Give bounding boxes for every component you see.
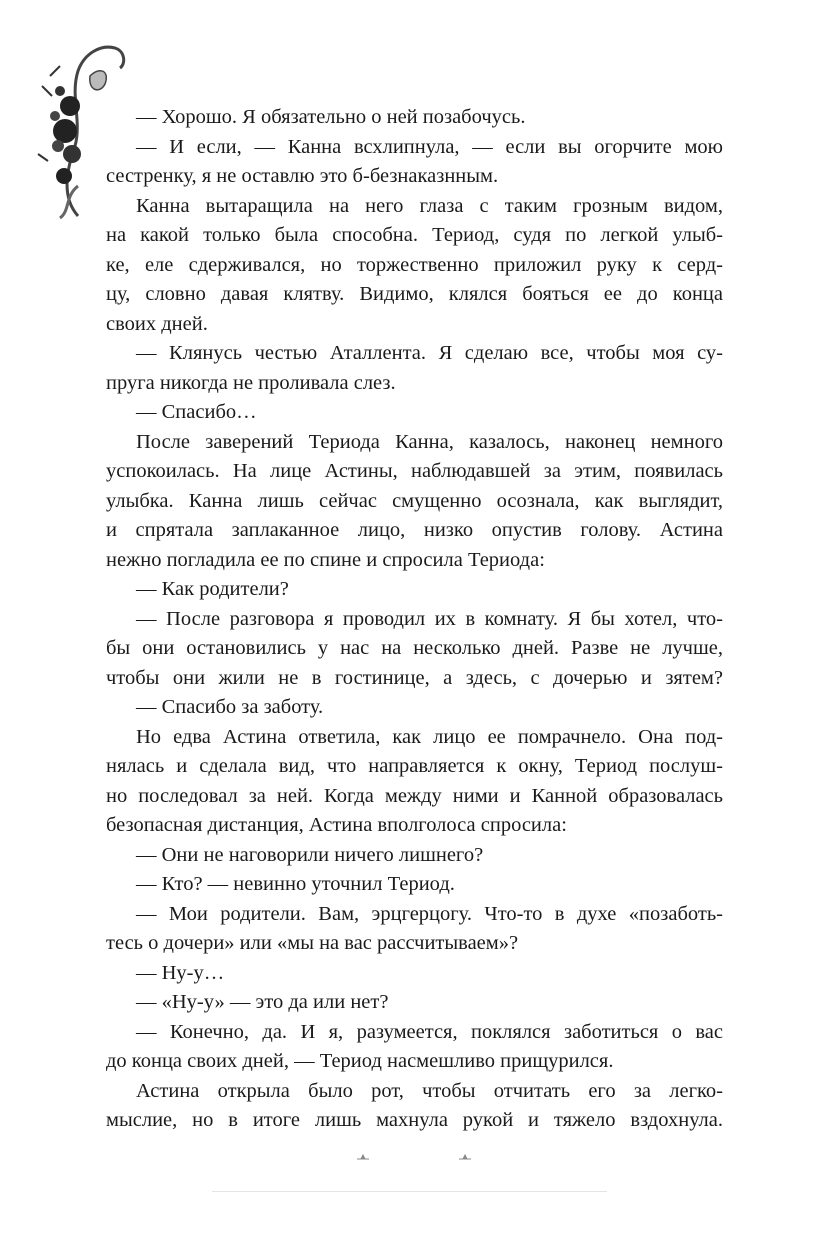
- text-line: нялась и сделала вид, что направляется к окну, Териод послуш-: [106, 755, 723, 777]
- text-line: ке, еле сдерживался, но торжественно приложил руку к серд-: [106, 253, 723, 276]
- text-line: чтобы они жили не в гостинице, а здесь, с дочерью и зятем?: [106, 666, 723, 689]
- text-line: безопасная дистанция, Астина вполголоса спросила:: [106, 814, 567, 836]
- text-line: — Они не наговорили ничего лишнего?: [136, 843, 484, 866]
- text-line: — Хорошо. Я обязательно о ней позабочусь.: [136, 106, 526, 128]
- text-line: цу, словно давая клятву. Видимо, клялся бояться ее до конца: [106, 283, 723, 305]
- text-line: Канна вытаращила на него глаза с таким грозным видом,: [136, 194, 723, 217]
- text-line: — Клянусь честью Аталлента. Я сделаю все, чтобы моя су-: [136, 342, 723, 364]
- text-line: успокоилась. На лице Астины, наблюдавшей за этим, появилась: [106, 460, 723, 482]
- ornament-mark-icon: [357, 1154, 369, 1160]
- text-line: улыбка. Канна лишь сейчас смущенно осознала, как выглядит,: [106, 489, 723, 512]
- footer-rule: [212, 1191, 607, 1192]
- text-line: — Спасибо за заботу.: [136, 696, 324, 718]
- page-body-text: [106, 103, 723, 1136]
- ornament-mark-icon: [459, 1154, 471, 1160]
- text-line: Астина открыла было рот, чтобы отчитать его за легко-: [136, 1079, 723, 1102]
- text-line: пруга никогда не проливала слез.: [106, 371, 396, 394]
- text-line: тесь о дочери» или «мы на вас рассчитываем»?: [106, 932, 519, 954]
- text-line: — Кто? — невинно уточнил Териод.: [136, 873, 455, 895]
- text-line: мыслие, но в итоге лишь махнула рукой и тяжело вздохнула.: [106, 1109, 723, 1131]
- text-line: бы они остановились у нас на несколько дней. Разве не лучше,: [106, 637, 723, 659]
- text-line: — Конечно, да. И я, разумеется, поклялся заботиться о вас: [136, 1020, 723, 1043]
- text-line: — Ну-у…: [136, 961, 225, 984]
- text-line: и спрятала заплаканное лицо, низко опустив голову. Астина: [106, 519, 723, 541]
- text-line: до конца своих дней, — Териод насмешливо прищурился.: [106, 1050, 614, 1072]
- text-line: своих дней.: [106, 312, 208, 335]
- text-line: — «Ну-у» — это да или нет?: [136, 991, 389, 1013]
- text-line: — После разговора я проводил их в комнату. Я бы хотел, что-: [136, 607, 723, 630]
- text-line: Но едва Астина ответила, как лицо ее помрачнело. Она под-: [136, 725, 723, 748]
- text-line: — Спасибо…: [136, 401, 257, 423]
- text-line: — И если, — Канна всхлипнула, — если вы огорчите мою: [136, 135, 723, 158]
- text-line: После заверений Териода Канна, казалось, наконец немного: [136, 430, 723, 453]
- text-line: сестренку, я не оставлю это б-безнаказнным.: [106, 165, 499, 187]
- text-line: — Как родители?: [136, 578, 289, 600]
- text-line: — Мои родители. Вам, эрцгерцогу. Что-то в духе «позаботь-: [136, 902, 723, 925]
- text-line: но последовал за ней. Когда между ними и Канной образовалась: [106, 784, 723, 807]
- text-line: нежно погладила ее по спине и спросила Териода:: [106, 548, 545, 571]
- text-line: на какой только была способна. Териод, судя по легкой улыб-: [106, 224, 723, 246]
